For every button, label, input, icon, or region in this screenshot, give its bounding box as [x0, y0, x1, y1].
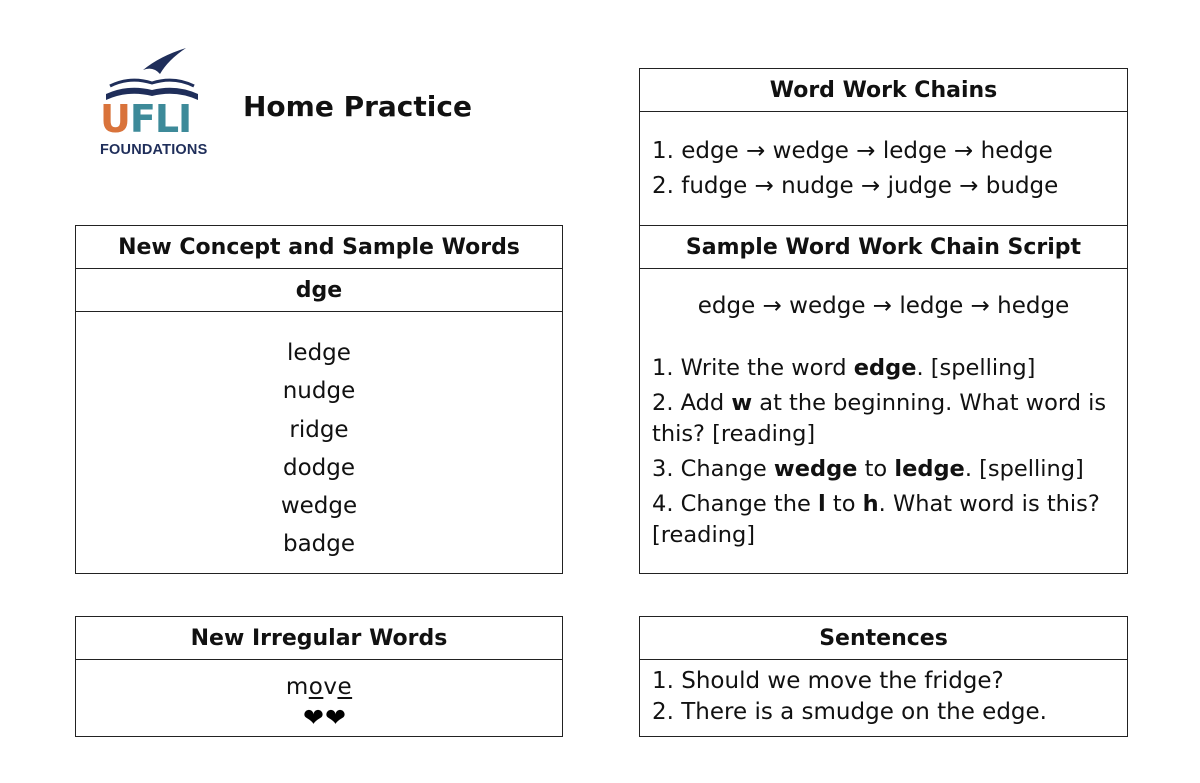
- logo-letter-u: U: [100, 97, 130, 141]
- step-word: edge: [853, 355, 917, 381]
- logo-word: [100, 96, 191, 142]
- sentence-list: [652, 666, 1127, 728]
- step-text: 4. Change the: [652, 491, 818, 517]
- chain-item: 2. fudge → nudge → judge → budge: [652, 172, 1059, 199]
- concept-box: [75, 225, 563, 574]
- sample-word: badge: [282, 531, 356, 558]
- sentences-heading: Sentences: [640, 617, 1127, 660]
- script-steps: [652, 353, 1115, 551]
- step-text: to: [857, 456, 895, 482]
- step-text: 3. Change: [652, 456, 774, 482]
- step-word: h: [862, 491, 879, 517]
- word-work-chains-box: [639, 68, 1128, 226]
- step-word: ledge: [894, 456, 965, 482]
- step-text: 1. Write the word: [652, 355, 854, 381]
- irregular-letter: m: [285, 674, 309, 700]
- ufli-foundations-logo: [98, 46, 208, 164]
- step-text: . [spelling]: [964, 456, 1084, 482]
- step-word: l: [818, 491, 826, 517]
- chain-script-box: [639, 225, 1128, 574]
- step-text: . What word is this? [reading]: [652, 491, 1100, 548]
- irregular-letter: v: [323, 674, 338, 700]
- logo-letters-fli: FLI: [129, 97, 192, 141]
- sample-word-list: [76, 334, 562, 564]
- sample-word: dodge: [282, 454, 356, 481]
- concept-pattern: dge: [76, 269, 562, 312]
- step-text: 2. Add: [652, 390, 732, 416]
- irregular-heart-letter: e: [337, 674, 353, 700]
- step-word: wedge: [773, 456, 858, 482]
- step-text: . [spelling]: [916, 355, 1036, 381]
- step-text: to: [825, 491, 863, 517]
- irregular-heading: New Irregular Words: [76, 617, 562, 660]
- sentences-box: [639, 616, 1128, 737]
- heart-icon: ❤❤: [303, 703, 347, 732]
- sample-word: nudge: [282, 378, 356, 405]
- script-step: [652, 454, 1115, 485]
- step-word: w: [731, 390, 753, 416]
- chain-item: 1. edge → wedge → ledge → hedge: [652, 138, 1053, 164]
- script-step: [652, 489, 1115, 551]
- chain-list: [652, 134, 1127, 203]
- sample-word: wedge: [280, 493, 358, 520]
- irregular-word: [76, 674, 562, 700]
- logo-tagline: FOUNDATIONS: [100, 142, 208, 158]
- sentence-item: 2. There is a smudge on the edge.: [652, 699, 1047, 725]
- step-text: at the beginning. What word is this? [reading]: [652, 390, 1107, 447]
- script-step: [652, 388, 1115, 450]
- page-title: Home Practice: [243, 90, 472, 123]
- concept-heading: New Concept and Sample Words: [76, 226, 562, 269]
- sample-word: ridge: [289, 416, 349, 443]
- chains-heading: Word Work Chains: [640, 69, 1127, 112]
- script-step: [652, 353, 1115, 384]
- sample-word: ledge: [287, 340, 351, 366]
- script-heading: Sample Word Work Chain Script: [640, 226, 1127, 269]
- irregular-heart-letter: o: [308, 674, 324, 700]
- script-chain: edge → wedge → ledge → hedge: [697, 293, 1070, 319]
- sentence-item: 1. Should we move the fridge?: [652, 668, 1004, 694]
